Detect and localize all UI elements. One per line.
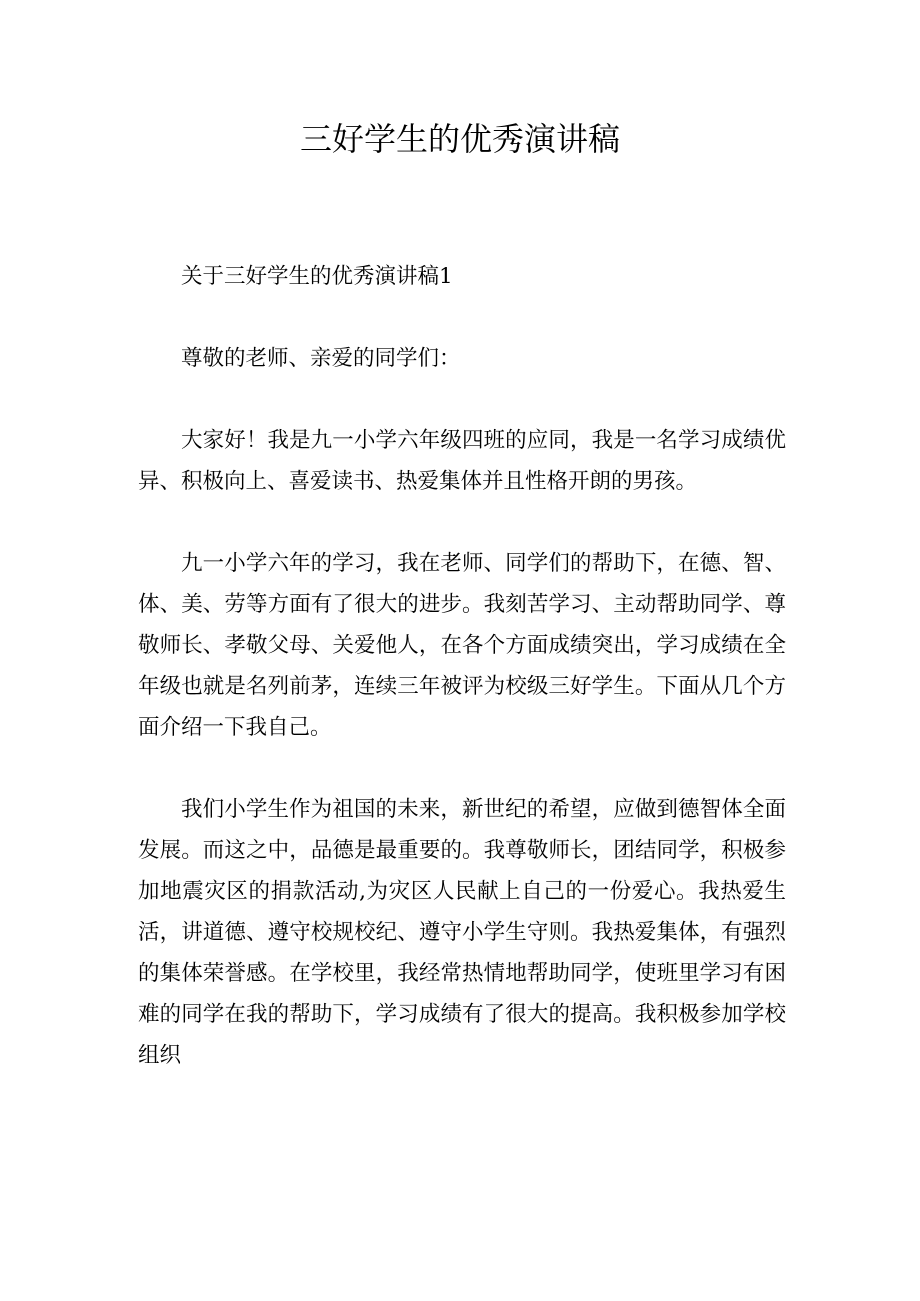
document-title: 三好学生的优秀演讲稿 (299, 120, 620, 158)
paragraph-progress: 九一小学六年的学习，我在老师、同学们的帮助下，在德、智、体、美、劳等方面有了很大的进步。我刻苦学习、主动帮助同学、尊敬师长、孝敬父母、关爱他人，在各个方面成绩突出，学习成绩在全年级也就是名列前茅，连续三年被评为校级三好学生。下面从几个方面介绍一下我自己。 (138, 551, 786, 740)
document-body (138, 256, 786, 1117)
salutation: 尊敬的老师、亲爱的同学们： (181, 346, 461, 371)
paragraph-moral-development: 我们小学生作为祖国的未来，新世纪的希望，应做到德智体全面发展。而这之中，品德是最重要的。我尊敬师长，团结同学，积极参加地震灾区的捐款活动,为灾区人民献上自己的一份爱心。我热爱生活，讲道德、遵守校规校纪、遵守小学生守则。我热爱集体，有强烈的集体荣誉感。在学校里，我经常热情地帮助同学，使班里学习有困难的同学在我的帮助下，学习成绩有了很大的提高。我积极参加学校组织 (138, 797, 786, 1068)
section-heading: 关于三好学生的优秀演讲稿1 (181, 264, 453, 289)
paragraph-greeting: 大家好！我是九一小学六年级四班的应同，我是一名学习成绩优异、积极向上、喜爱读书、热爱集体并且性格开朗的男孩。 (138, 428, 786, 494)
